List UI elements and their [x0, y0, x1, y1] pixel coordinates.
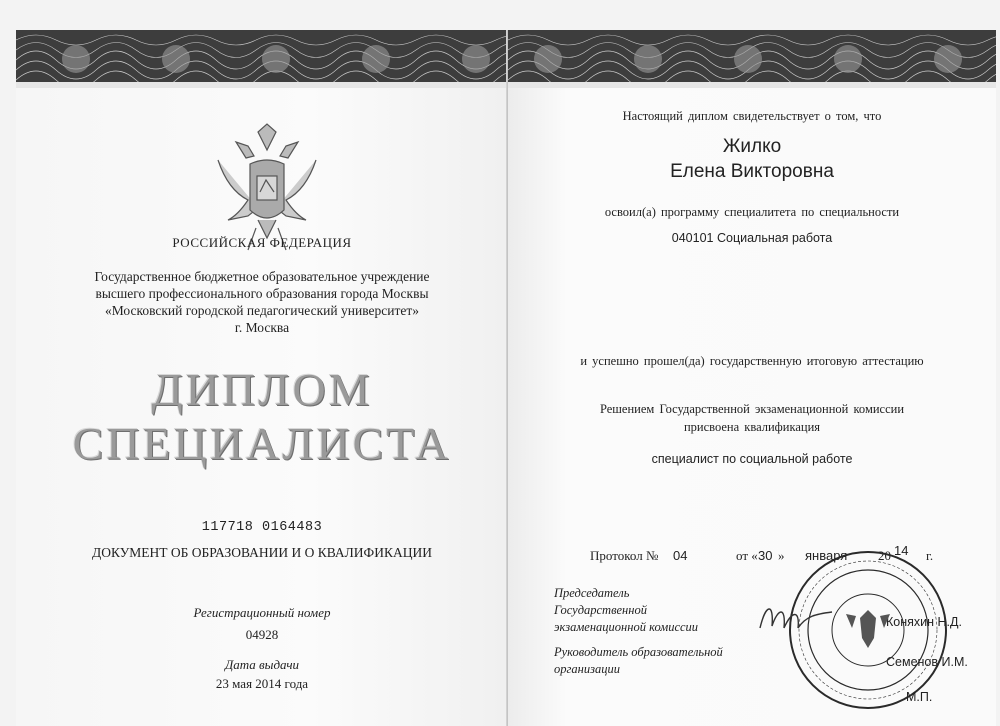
chairman-label-line: Государственной	[554, 603, 647, 617]
chairman-label-line: Председатель	[554, 586, 630, 600]
institution-city: г. Москва	[234, 320, 290, 335]
head-label-line: Руководитель образовательной	[554, 645, 723, 659]
protocol-year-suffix: 14	[894, 543, 909, 558]
protocol-from: от «	[736, 548, 758, 563]
protocol-day-close: »	[778, 548, 785, 563]
signature-icon	[756, 598, 836, 638]
decision-line: Решением Государственной экзаменационной комиссии	[599, 402, 905, 416]
protocol-number: 04	[673, 548, 688, 563]
head-name: Семенов И.М.	[886, 655, 968, 669]
attestation-text: и успешно прошел(да) государственную итоговую аттестацию	[580, 354, 924, 368]
protocol-year-prefix: 20	[878, 548, 891, 563]
institution-line: Государственное бюджетное образовательное учреждение	[94, 269, 430, 284]
commission-decision	[508, 400, 996, 436]
protocol-month: января	[805, 548, 848, 563]
protocol-year-unit: г.	[926, 548, 934, 563]
registration-label: Регистрационный номер	[193, 605, 331, 620]
diploma-spread	[16, 30, 996, 726]
decision-line: присвоена квалификация	[683, 420, 821, 434]
protocol-day: 30	[758, 548, 773, 563]
head-label	[554, 644, 723, 678]
graduate-given-names: Елена Викторовна	[670, 161, 834, 182]
chairman-label-line: экзаменационной комиссии	[554, 620, 699, 634]
guilloche-band	[508, 30, 996, 88]
program-text: освоил(а) программу специалитета по специальности	[604, 205, 900, 219]
graduate-surname: Жилко	[722, 136, 782, 157]
issue-date: 23 мая 2014 года	[215, 676, 309, 691]
issue-date-label: Дата выдачи	[224, 657, 300, 672]
guilloche-band	[16, 30, 508, 88]
institution-name	[16, 268, 508, 336]
document-type: ДОКУМЕНТ ОБ ОБРАЗОВАНИИ И О КВАЛИФИКАЦИИ	[92, 545, 432, 560]
head-label-line: организации	[554, 662, 620, 676]
diploma-title-line1: ДИПЛОМ	[151, 364, 373, 415]
institution-line: «Московский городской педагогический университет»	[104, 303, 420, 318]
serial-number: 117718 0164483	[201, 520, 323, 535]
qualification: специалист по социальной работе	[651, 452, 853, 466]
certify-text: Настоящий диплом свидетельствует о том, что	[622, 109, 882, 123]
chairman-name: Коняхин Н.Д.	[886, 615, 962, 629]
left-page	[16, 30, 508, 726]
right-page	[508, 30, 996, 726]
protocol-label: Протокол №	[590, 548, 659, 563]
specialty: 040101 Социальная работа	[671, 231, 833, 245]
registration-number: 04928	[245, 627, 279, 642]
diploma-title-line2: СПЕЦИАЛИСТА	[72, 418, 452, 469]
country-name: РОССИЙСКАЯ ФЕДЕРАЦИЯ	[172, 235, 352, 250]
seal-mark: М.П.	[906, 690, 933, 704]
institution-line: высшего профессионального образования города Москвы	[95, 286, 429, 301]
chairman-label	[554, 585, 698, 636]
